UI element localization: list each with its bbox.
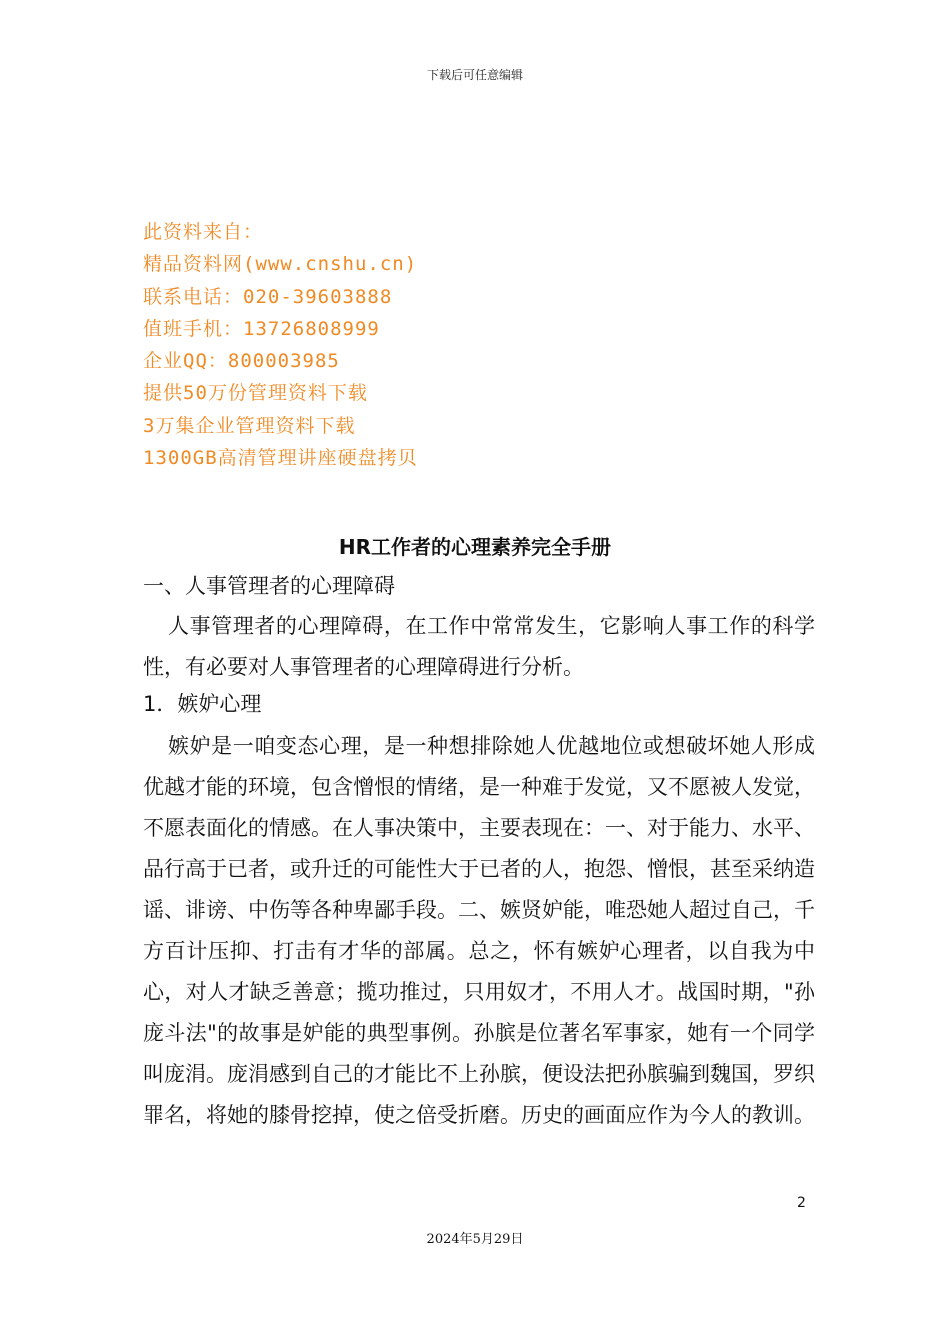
section-heading: 一、人事管理者的心理障碍: [143, 574, 395, 598]
header-note: 下载后可任意编辑: [426, 68, 523, 82]
source-offer-line: 1300GB高清管理讲座硬盘拷贝: [143, 447, 418, 470]
source-info-block: [143, 216, 418, 474]
source-offer-line: 提供50万份管理资料下载: [143, 382, 368, 405]
source-line: 此资料来自：: [143, 221, 264, 243]
source-phone-line: 联系电话：020-39603888: [143, 285, 393, 308]
intro-paragraph: 人事管理者的心理障碍，在工作中常常发生，它影响人事工作的科学性，有必要对人事管理者的心理障碍进行分析。: [143, 614, 815, 679]
footer-date: 2024年5月29日: [426, 1232, 524, 1247]
document-title: HR工作者的心理素养完全手册: [338, 535, 612, 559]
page-number: 2: [797, 1195, 806, 1211]
source-offer-line: 3万集企业管理资料下载: [143, 414, 356, 437]
source-mobile-line: 值班手机：13726808999: [143, 317, 380, 340]
source-qq-line: 企业QQ：800003985: [143, 350, 340, 373]
source-website-line: 精品资料网(www.cnshu.cn): [143, 253, 418, 276]
body-paragraph: 嫉妒是一咱变态心理，是一种想排除她人优越地位或想破坏她人形成优越才能的环境，包含憎恨的情绪，是一种难于发觉，又不愿被人发觉，不愿表面化的情感。在人事决策中，主要表现在：一、对于能力、水平、品行高于已者，或升迁的可能性大于已者的人，抱怨、憎恨，甚至采纳造谣、诽谤、中伤等各种卑鄙手段。二、嫉贤妒能，唯恐她人超过自己，千方百计压抑、打击有才华的部属。总之，怀有嫉妒心理者，以自我为中心，对人才缺乏善意；揽功推过，只用奴才，不用人才。战国时期，"孙庞斗法"的故事是妒能的典型事例。孙膑是位著名军事家，她有一个同学叫庞涓。庞涓感到自己的才能比不上孙膑，便设法把孙膑骗到魏国，罗织罪名，将她的膝骨挖掉，使之倍受折磨。历史的画面应作为今人的教训。: [143, 734, 815, 1127]
sub-heading: 1．嫉妒心理: [143, 692, 262, 716]
